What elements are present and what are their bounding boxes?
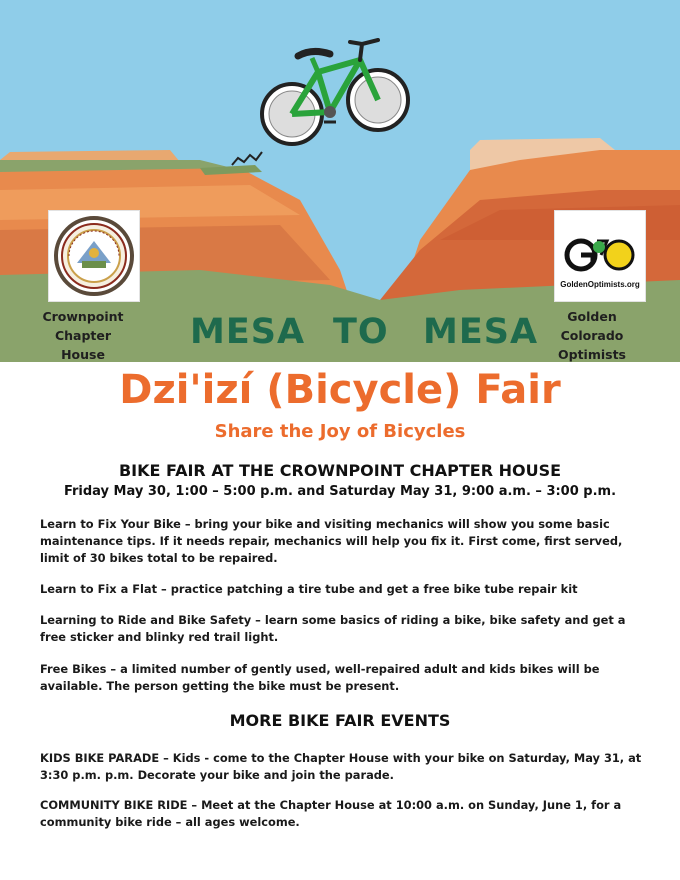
- left-mesa-band: [0, 185, 300, 220]
- item-kids-parade: KIDS BIKE PARADE – Kids - come to the Chapter House with your bike on Saturday, May 31, at 3:30 p.m. p.m. Decorate your bike and join the parade.: [40, 751, 642, 782]
- seal-icon: [49, 211, 139, 301]
- item-fix-a-flat: Learn to Fix a Flat – practice patching a tire tube and get a free bike tube repair kit: [40, 582, 578, 596]
- item-community-ride: COMMUNITY BIKE RIDE – Meet at the Chapter House at 10:00 a.m. on Sunday, June 1, for a community bike ride – all ages welcome.: [40, 798, 622, 829]
- mesa-word-1: MESA: [190, 312, 306, 352]
- right-org-line-1: Golden: [567, 309, 617, 324]
- right-org-line-2: Colorado: [560, 328, 624, 343]
- left-org-line-2: Chapter: [54, 328, 112, 343]
- go-logo-text: GoldenOptimists.org: [560, 280, 640, 289]
- crownpoint-chapter-label: [28, 307, 138, 364]
- mesa-word-to: TO: [333, 312, 389, 352]
- left-org-line-3: House: [61, 347, 105, 362]
- golden-optimists-logo: [554, 210, 646, 302]
- left-org-line-1: Crownpoint: [42, 309, 124, 324]
- fair-title: Dzi'izí (Bicycle) Fair: [119, 367, 561, 413]
- item-free-bikes: Free Bikes – a limited number of gently used, well-repaired adult and kids bikes will be available. The person getting the bike must be present.: [40, 662, 600, 693]
- right-org-line-3: Optimists: [558, 347, 626, 362]
- item-fix-your-bike: Learn to Fix Your Bike – bring your bike and visiting mechanics will show you some basic maintenance tips. If it needs repair, mechanics will help you fix it. First come, first served, limit of 30 bikes total to be repaired.: [40, 517, 623, 565]
- event-dates: Friday May 30, 1:00 – 5:00 p.m. and Saturday May 31, 9:00 a.m. – 3:00 p.m.: [63, 484, 617, 499]
- fair-subtitle: Share the Joy of Bicycles: [214, 421, 466, 442]
- section-heading-bike-fair: BIKE FAIR AT THE CROWNPOINT CHAPTER HOUSE: [118, 461, 562, 480]
- golden-optimists-label: [537, 307, 647, 364]
- mesa-word-2: MESA: [423, 312, 539, 352]
- section-heading-more-events: MORE BIKE FAIR EVENTS: [229, 711, 451, 730]
- item-ride-safety: Learning to Ride and Bike Safety – learn some basics of riding a bike, bike safety and get a free sticker and blinky red trail light.: [40, 613, 626, 644]
- navajo-seal-logo: [48, 210, 140, 302]
